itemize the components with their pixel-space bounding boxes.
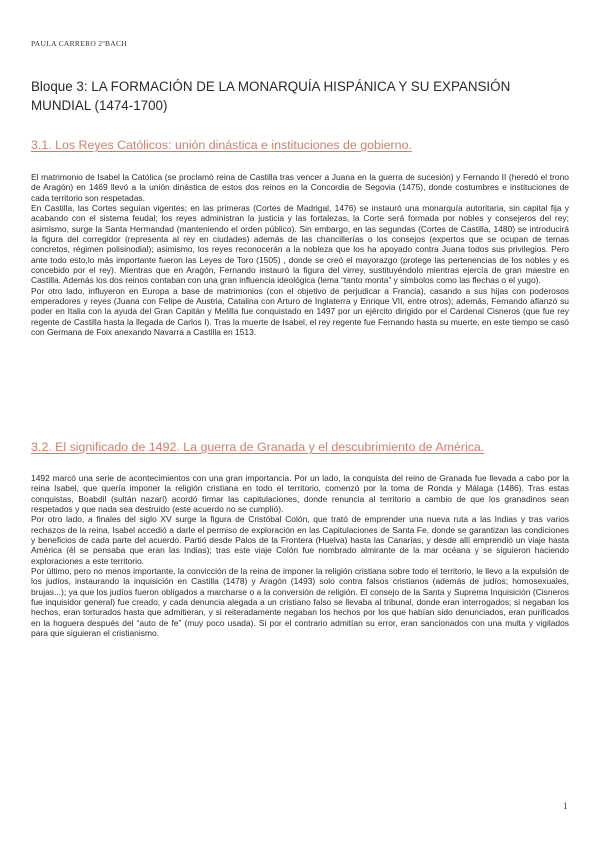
- page-header-author: PAULA CARRERO 2ºBACH: [31, 39, 127, 48]
- section-body-3-1: [31, 172, 569, 338]
- document-title: Bloque 3: LA FORMACIÓN DE LA MONARQUÍA HISPÁNICA Y SU EXPANSIÓN MUNDIAL (1474-1700): [31, 79, 511, 113]
- section-body-3-2: [31, 473, 569, 639]
- paragraph: Por otro lado, influyeron en Europa a base de matrimonios (con el objetivo de perjudicar a Francia), casando a sus hijas con poderosos emperadores y reyes (Juana con Felipe de Austria, Catalina con Arturo de Inglaterra y Enrique VII, entre otros); además, Fernando afianzó su poder en Italia con la ayuda del Gran Capitán y Melilla fue conquistado en 1497 por un ejército dirigido por el Cardenal Cisneros (que fue rey regente de Castilla hasta la llegada de Carlos I). Tras la muerte de Isabel, el rey regente fue Fernando hasta su muerte, en este tiempo se casó con Germana de Foix anexando Navarra a Castilla en 1513.: [31, 285, 569, 338]
- section-heading-3-2: 3.2. El significado de 1492. La guerra de Granada y el descubrimiento de América.: [31, 440, 485, 454]
- section-heading-3-1: 3.1. Los Reyes Católicos: unión dinástica e instituciones de gobierno.: [31, 138, 412, 152]
- paragraph: Por otro lado, a finales del siglo XV surge la figura de Cristóbal Colón, que trató de emprender una nueva ruta a las Indias y tras varios rechazos de la reina, Isabel accedió a darle el permiso de exploración en las Capitulaciones de Santa Fe, donde se garantizan las condiciones y beneficios de cada parte del acuerdo. Partió desde Palos de la Frontera (Huelva) hasta las Canarias, y desde allí emprendió un viaje hasta América (él se pensaba que eran las Indias); tras este viaje Colón fue nombrado almirante de la mar océana y se siguieron haciendo exploraciones a este territorio.: [31, 514, 569, 566]
- paragraph: Por último, pero no menos importante, la convicción de la reina de imponer la religión cristiana sobre todo el territorio, le llevo a la expulsión de los judíos, instaurando la inquisición en Castilla (1478) y Aragón (1493) solo contra falsos cristianos (además de judíos; homosexuales, brujas...); ya que los judíos fueron obligados a marcharse o a la conversión de religión. El consejo de la Santa y Suprema Inquisición (Cisneros fue inquisidor general) fue creado, y cada denuncia alegada a un cristiano falso se llevaba al tribunal, donde eran interrogados; si negaban los hechos, eran torturados hasta que admitieran, y si reiteradamente negaban los hechos por los que habían sido denunciados, eran purificados en la hoguera después del “auto de fe” (muy poco usada). Si por el contrario admitían su error, eran sancionados con una multa y vigilados para que siguieran el cristianismo.: [31, 566, 569, 639]
- paragraph: 1492 marcó una serie de acontecimientos con una gran importancia. Por un lado, la conquista del reino de Granada fue llevada a cabo por la reina Isabel, que quería imponer la religión cristiana en todo el territorio, comenzó por la toma de Ronda y Málaga (1486). Tras estas conquistas, Boabdil (sultán nazarí) acordó firmar las capitulaciones, donde renuncia al territorio a cambio de que los granadinos sean respetados y que nada sea destruido (este acuerdo no se cumplió).: [31, 473, 569, 515]
- paragraph: En Castilla, las Cortes seguían vigentes; en las primeras (Cortes de Madrigal, 1476) se instauró una monarquía autoritaria, sin capital fija y acabando con el sistema feudal; los reyes administran la justicia y las fortalezas, la Corte será formada por nobles y consejeros del rey; asimismo, surge la Santa Hermandad (manteniendo el orden público). Sin embargo, en las segundas (Cortes de Castilla, 1480) se introducirá la figura del corregidor (representa al rey en ciudades) además de las chancillerías o los consejos (expertos que se ocupan de temas concretos, régimen polisinodial); asimismo, los reyes reconocerán a la nobleza que los ha apoyado contra Juana todos sus privilegios. Pero ante todo esto,lo más importante fueron las Leyes de Toro (1505) , donde se creó el mayorazgo (protege las pertenencias de los nobles y es concebido por el rey). Mientras que en Aragón, Fernando instauró la figura del virrey, sustituyéndolo mientras ejercía de gran maestre en Castilla. Además los dos reinos contaban con una gran influencia ideológica (lema “tanto monta” y símbolos como las flechas o el yugo).: [31, 203, 569, 286]
- paragraph: El matrimonio de Isabel la Católica (se proclamó reina de Castilla tras vencer a Juana en la guerra de sucesión) y Fernando II (heredó el trono de Aragón) en 1469 llevó a la unión dinástica de estos dos reinos en la Concordia de Segovia (1475), donde costumbres e instituciones de cada territorio son respetadas.: [31, 172, 569, 203]
- page-number: 1: [563, 801, 568, 811]
